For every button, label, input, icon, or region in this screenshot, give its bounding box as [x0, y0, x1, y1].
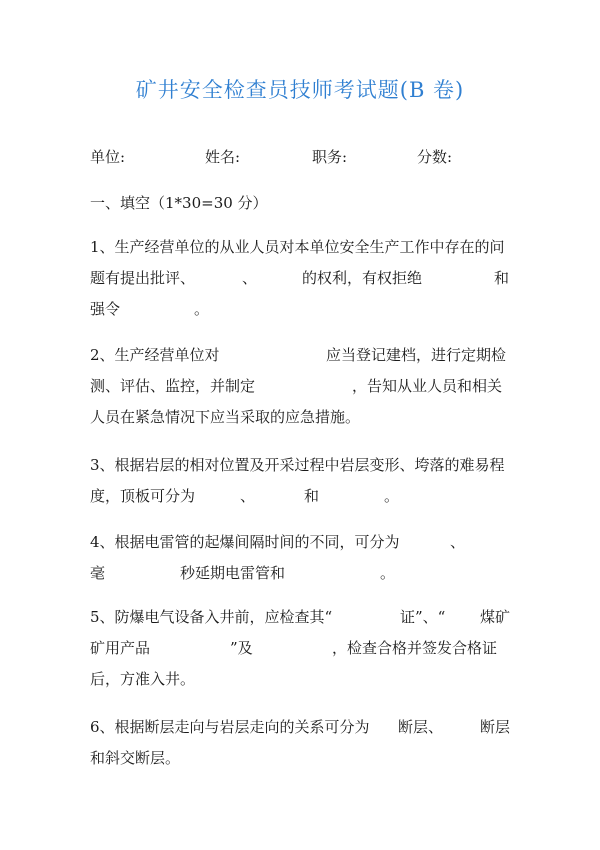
question-text: 题有提出批评、	[90, 269, 196, 287]
question-text: 人员在紧急情况下应当采取的应急措施。	[90, 408, 361, 426]
question-line	[90, 633, 512, 664]
question-line	[90, 527, 512, 558]
question-text: 。	[380, 564, 396, 582]
question-text: 。	[384, 487, 400, 505]
name-field-label: 姓名:	[205, 148, 241, 166]
question-text: 3、根据岩层的相对位置及开采过程中岩层变形、垮落的难易程	[90, 456, 505, 474]
question-line	[90, 294, 512, 325]
question-text: 和斜交断层。	[90, 749, 181, 767]
question-text: 2、生产经营单位对	[90, 346, 220, 364]
question-line	[90, 481, 512, 512]
question-text: 秒延期电雷管和	[180, 564, 286, 582]
question-3	[90, 450, 512, 512]
question-text: 和	[494, 269, 510, 287]
question-text: 矿用产品	[90, 639, 151, 657]
question-line	[90, 402, 512, 433]
question-text: 6、根据断层走向与岩层走向的关系可分为	[90, 718, 370, 736]
question-line	[90, 450, 512, 481]
question-line	[90, 558, 512, 589]
question-line	[90, 743, 512, 774]
question-text: 1、生产经营单位的从业人员对本单位安全生产工作中存在的问	[90, 238, 505, 256]
question-text: 断层、	[398, 718, 444, 736]
question-line	[90, 232, 512, 263]
question-line	[90, 340, 512, 371]
question-text: 测、评估、监控，并制定	[90, 377, 256, 395]
question-6	[90, 712, 512, 774]
question-text: 、	[242, 269, 258, 287]
unit-field-label: 单位:	[90, 148, 126, 166]
question-text: 应当登记建档，进行定期检	[326, 346, 507, 364]
header-fields	[90, 146, 520, 172]
post-field-label: 职务:	[312, 148, 348, 166]
question-1	[90, 232, 512, 325]
question-text: 、	[240, 487, 256, 505]
question-line	[90, 371, 512, 402]
score-field-label: 分数:	[417, 148, 453, 166]
question-5	[90, 602, 512, 695]
page-title: 矿井安全检查员技师考试题(B 卷)	[135, 78, 465, 102]
question-text: 煤矿	[480, 608, 511, 626]
question-line	[90, 664, 512, 695]
question-text: 强令	[90, 300, 121, 318]
question-text: 度，顶板可分为	[90, 487, 196, 505]
question-text: 、	[450, 533, 466, 551]
section-heading: 一、填空（1*30=30 分）	[90, 194, 268, 212]
question-text: 4、根据电雷管的起爆间隔时间的不同，可分为	[90, 533, 400, 551]
question-text: 的权利，有权拒绝	[302, 269, 423, 287]
question-text: 毫	[90, 564, 106, 582]
question-text: 。	[194, 300, 210, 318]
question-line	[90, 263, 512, 294]
question-line	[90, 602, 512, 633]
question-4	[90, 527, 512, 589]
question-2	[90, 340, 512, 433]
question-text: 后，方准入井。	[90, 670, 196, 688]
question-text: 断层	[480, 718, 511, 736]
question-text: ，检查合格并签发合格证	[332, 639, 498, 657]
question-text: ”及	[230, 639, 253, 657]
question-text: 证”、“	[400, 608, 446, 626]
question-line	[90, 712, 512, 743]
question-text: 和	[304, 487, 320, 505]
question-text: 5、防爆电气设备入井前，应检查其“	[90, 608, 333, 626]
question-text: ，告知从业人员和相关	[352, 377, 503, 395]
